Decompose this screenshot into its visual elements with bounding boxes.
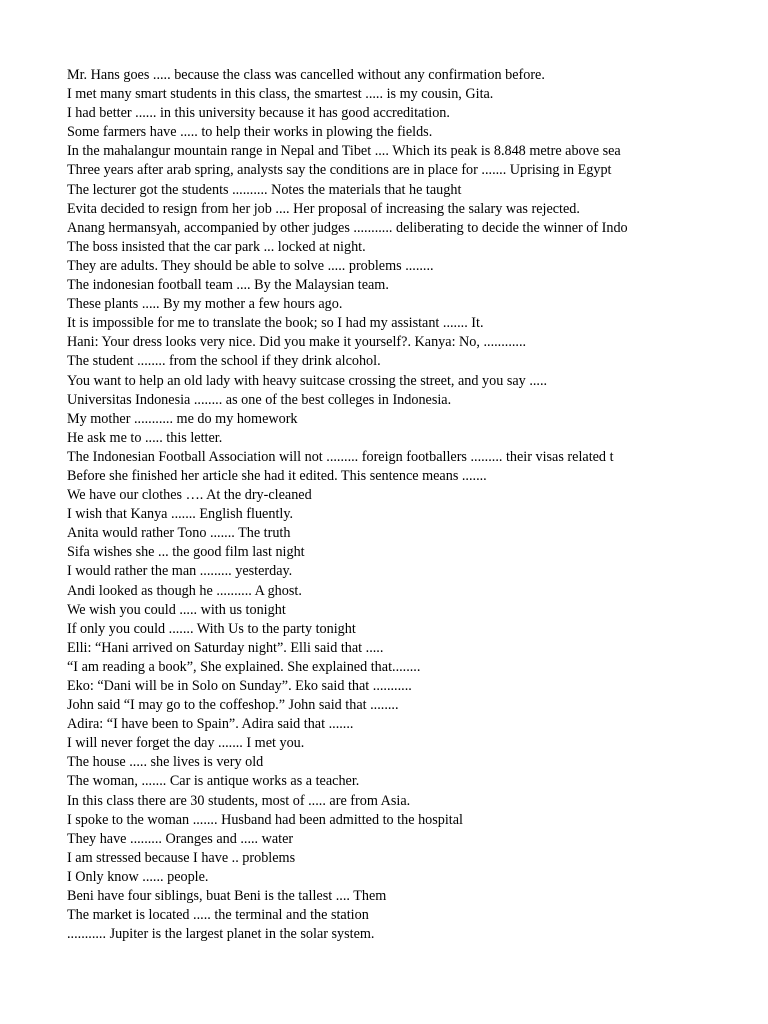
question-line: Elli: “Hani arrived on Saturday night”. Elli said that ..... — [67, 639, 384, 656]
question-line: The student ........ from the school if they drink alcohol. — [67, 353, 381, 370]
question-line: In the mahalangur mountain range in Nepal and Tibet .... Which its peak is 8.848 metre above sea — [67, 143, 621, 160]
question-line: I wish that Kanya ....... English fluently. — [67, 506, 294, 523]
question-line: Some farmers have ..... to help their works in plowing the fields. — [67, 124, 433, 141]
question-line: He ask me to ..... this letter. — [67, 429, 223, 446]
question-line: Mr. Hans goes ..... because the class was cancelled without any confirmation before. — [67, 67, 545, 83]
question-line: I had better ...... in this university because it has good accreditation. — [67, 105, 450, 122]
question-line: These plants ..... By my mother a few hours ago. — [67, 296, 343, 313]
question-line: Eko: “Dani will be in Solo on Sunday”. Eko said that ........... — [67, 678, 412, 694]
question-line: Universitas Indonesia ........ as one of the best colleges in Indonesia. — [67, 391, 452, 408]
question-line: The Indonesian Football Association will not ......... foreign footballers ......... their visas related t — [67, 448, 614, 465]
question-line: In this class there are 30 students, most of ..... are from Asia. — [67, 792, 411, 809]
question-line: We wish you could ..... with us tonight — [67, 601, 286, 618]
question-line: Anang hermansyah, accompanied by other judges ........... deliberating to decide the winner of Indo — [67, 219, 628, 236]
question-line: They are adults. They should be able to solve ..... problems ........ — [67, 257, 434, 274]
question-line: Three years after arab spring, analysts say the conditions are in place for ....... Uprising in Egypt — [67, 162, 612, 179]
question-line: I am stressed because I have .. problems — [67, 849, 296, 866]
question-line: I met many smart students in this class, the smartest ..... is my cousin, Gita. — [67, 86, 494, 103]
question-line: The lecturer got the students .......... Notes the materials that he taught — [67, 181, 462, 198]
question-line: Anita would rather Tono ....... The truth — [67, 525, 291, 542]
question-line: We have our clothes …. At the dry-cleaned — [67, 487, 312, 504]
question-line: The house ..... she lives is very old — [67, 754, 264, 771]
question-line: If only you could ....... With Us to the party tonight — [67, 620, 356, 637]
question-line: Evita decided to resign from her job .... Her proposal of increasing the salary was rejected. — [67, 200, 580, 217]
question-line: I spoke to the woman ....... Husband had been admitted to the hospital — [67, 811, 463, 828]
question-line: The indonesian football team .... By the Malaysian team. — [67, 277, 389, 294]
question-list — [67, 66, 671, 956]
question-line: I will never forget the day ....... I met you. — [67, 735, 305, 752]
question-line: I Only know ...... people. — [67, 868, 209, 885]
question-line: The market is located ..... the terminal and the station — [67, 907, 369, 924]
question-line: My mother ........... me do my homework — [67, 410, 298, 427]
question-line: ........... Jupiter is the largest planet in the solar system. — [67, 926, 375, 943]
question-line: Beni have four siblings, buat Beni is the tallest .... Them — [67, 888, 387, 905]
question-line: You want to help an old lady with heavy suitcase crossing the street, and you say ..... — [67, 372, 548, 389]
question-line: “I am reading a book”, She explained. She explained that........ — [67, 658, 421, 675]
question-line: The boss insisted that the car park ... locked at night. — [67, 238, 366, 255]
question-line: John said “I may go to the coffeshop.” John said that ........ — [67, 697, 399, 714]
question-line: They have ......... Oranges and ..... water — [67, 830, 294, 847]
question-line: Andi looked as though he .......... A ghost. — [67, 582, 302, 599]
question-line: Adira: “I have been to Spain”. Adira said that ....... — [67, 716, 354, 733]
question-line: I would rather the man ......... yesterday. — [67, 563, 293, 580]
question-line: The woman, ....... Car is antique works as a teacher. — [67, 773, 360, 790]
question-line: Sifa wishes she ... the good film last night — [67, 544, 305, 561]
question-line: Hani: Your dress looks very nice. Did you make it yourself?. Kanya: No, ............ — [67, 334, 527, 351]
question-line: Before she finished her article she had it edited. This sentence means ....... — [67, 467, 487, 484]
question-line: It is impossible for me to translate the book; so I had my assistant ....... It. — [67, 315, 484, 332]
